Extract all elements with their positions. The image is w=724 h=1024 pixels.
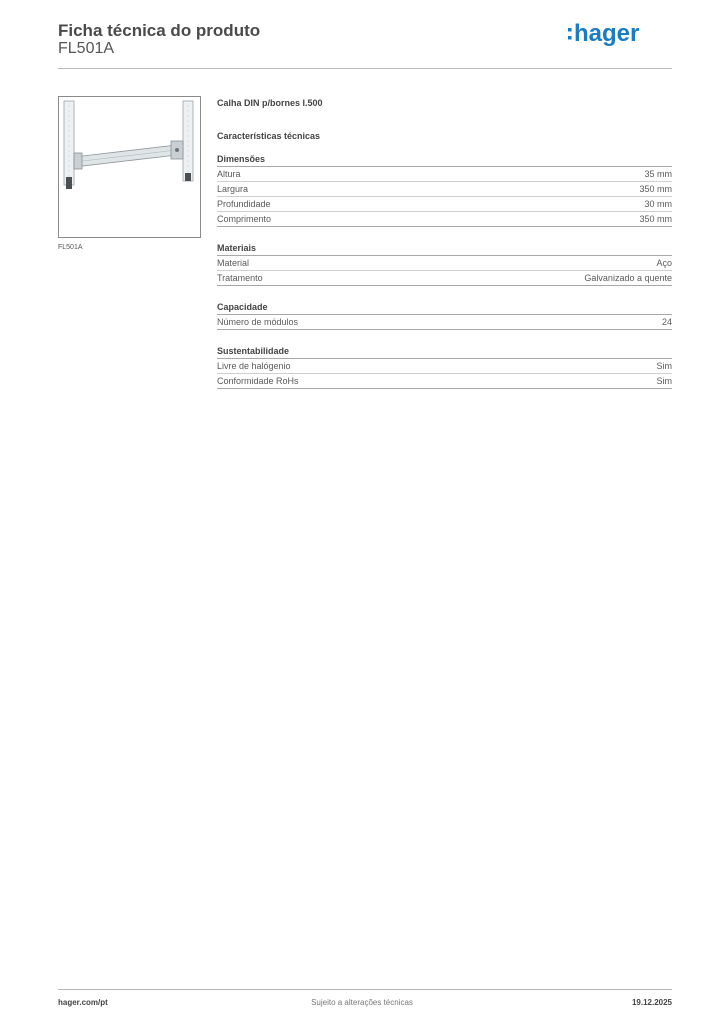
din-rail-illustration bbox=[59, 97, 200, 237]
row-label: Altura bbox=[217, 169, 241, 179]
row-label: Livre de halógenio bbox=[217, 361, 291, 371]
group-materials bbox=[217, 241, 672, 286]
group-title: Materiais bbox=[217, 241, 672, 256]
product-image bbox=[58, 96, 201, 238]
row-value: 350 mm bbox=[639, 184, 672, 194]
row-value: Sim bbox=[656, 376, 672, 386]
spec-row bbox=[217, 359, 672, 374]
row-label: Material bbox=[217, 258, 250, 268]
group-title: Capacidade bbox=[217, 300, 672, 315]
group-dimensions bbox=[217, 152, 672, 227]
footer-divider bbox=[58, 989, 672, 990]
footer-date: 19.12.2025 bbox=[631, 998, 672, 1007]
row-value: 35 mm bbox=[644, 169, 672, 179]
row-label: Profundidade bbox=[217, 199, 271, 209]
row-label: Conformidade RoHs bbox=[217, 376, 299, 386]
spec-sheet bbox=[217, 96, 672, 389]
spec-row bbox=[217, 167, 672, 182]
footer-website-link[interactable]: hager.com/pt bbox=[58, 998, 108, 1007]
product-name: Calha DIN p/bornes l.500 bbox=[217, 98, 323, 108]
page-title: Ficha técnica do produto bbox=[58, 21, 261, 40]
row-label: Comprimento bbox=[217, 214, 272, 224]
image-caption: FL501A bbox=[58, 244, 83, 251]
section-title: Características técnicas bbox=[217, 131, 321, 141]
logo-text: hager bbox=[574, 20, 640, 47]
group-capacity bbox=[217, 300, 672, 330]
spec-row bbox=[217, 374, 672, 389]
header-divider bbox=[58, 68, 672, 69]
spec-row bbox=[217, 256, 672, 271]
hager-logo bbox=[568, 17, 658, 49]
row-label: Largura bbox=[217, 184, 249, 194]
group-title: Sustentabilidade bbox=[217, 344, 672, 359]
group-title: Dimensões bbox=[217, 152, 672, 167]
footer-note: Sujeito a alterações técnicas bbox=[311, 998, 413, 1007]
spec-row bbox=[217, 197, 672, 212]
product-code: FL501A bbox=[58, 40, 115, 57]
row-value: Aço bbox=[656, 258, 672, 268]
row-value: 24 bbox=[661, 317, 672, 327]
row-value: Sim bbox=[656, 361, 672, 371]
row-value: 350 mm bbox=[639, 214, 672, 224]
row-value: Galvanizado a quente bbox=[584, 273, 672, 283]
spec-row bbox=[217, 315, 672, 330]
spec-row bbox=[217, 212, 672, 227]
row-label: Número de módulos bbox=[217, 317, 299, 327]
row-label: Tratamento bbox=[217, 273, 263, 283]
row-value: 30 mm bbox=[644, 199, 672, 209]
spec-row bbox=[217, 271, 672, 286]
group-sustainability bbox=[217, 344, 672, 389]
spec-row bbox=[217, 182, 672, 197]
